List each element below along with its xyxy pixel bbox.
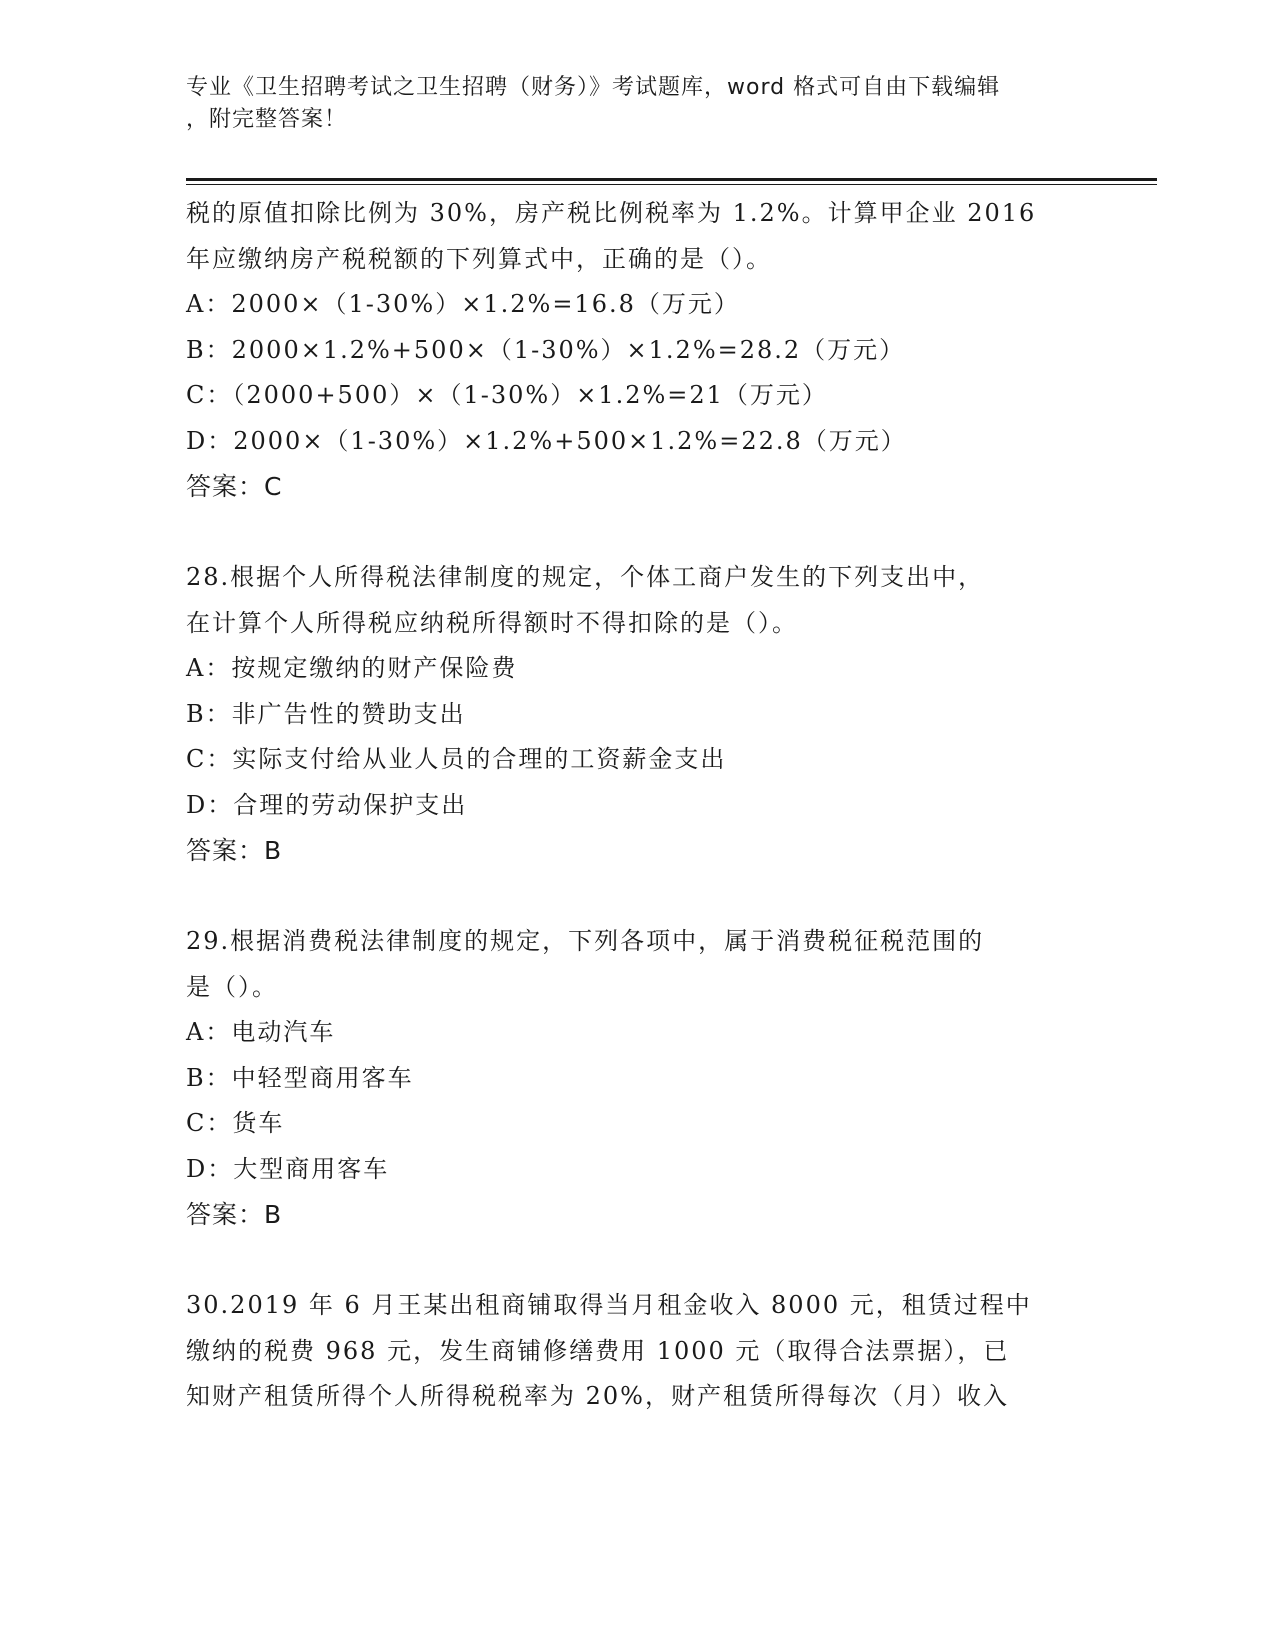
option-a: A：2000×（1-30%）×1.2%=16.8（万元） (186, 290, 740, 318)
option-b: B：中轻型商用客车 (186, 1063, 414, 1092)
spacer (186, 510, 1086, 556)
question-29 (186, 919, 1086, 1238)
answer-text: 答案：C (186, 472, 283, 501)
question-stem-line: 29.根据消费税法律制度的规定，下列各项中，属于消费税征税范围的 (186, 927, 985, 955)
header-divider-thick (186, 178, 1157, 181)
question-stem-line: 年应缴纳房产税税额的下列算式中，正确的是（）。 (186, 244, 772, 273)
option-d: D：2000×（1-30%）×1.2%+500×1.2%=22.8（万元） (186, 426, 907, 455)
question-stem-line: 知财产租赁所得个人所得税税率为 20%，财产租赁所得每次（月）收入 (186, 1382, 1009, 1410)
header-title-line-2: ，附完整答案！ (186, 107, 348, 132)
question-stem-line: 是（）。 (186, 972, 278, 1001)
spacer (186, 874, 1086, 920)
question-stem-line: 在计算个人所得税应纳税所得额时不得扣除的是（）。 (186, 608, 798, 637)
option-d: D：大型商用客车 (186, 1154, 390, 1183)
header-divider-thin (186, 184, 1157, 185)
option-a: A：电动汽车 (186, 1018, 336, 1046)
option-c: C：货车 (186, 1109, 285, 1137)
option-b: B：2000×1.2%+500×（1-30%）×1.2%=28.2（万元） (186, 335, 906, 364)
question-stem-line: 28.根据个人所得税法律制度的规定，个体工商户发生的下列支出中， (186, 563, 985, 591)
option-d: D：合理的劳动保护支出 (186, 790, 468, 819)
option-c: C：实际支付给从业人员的合理的工资薪金支出 (186, 745, 727, 773)
page-header (186, 72, 1086, 136)
spacer (186, 1238, 1086, 1284)
option-a: A：按规定缴纳的财产保险费 (186, 654, 518, 682)
option-c: C：（2000+500）×（1-30%）×1.2%=21（万元） (186, 381, 828, 409)
question-30 (186, 1283, 1086, 1420)
answer-text: 答案：B (186, 1200, 283, 1229)
question-27 (186, 191, 1086, 510)
question-stem-line: 税的原值扣除比例为 30%，房产税比例税率为 1.2%。计算甲企业 2016 (186, 199, 1037, 227)
question-body (186, 191, 1086, 1420)
option-b: B：非广告性的赞助支出 (186, 699, 466, 728)
header-title-line-1: 专业《卫生招聘考试之卫生招聘（财务）》考试题库，word 格式可自由下载编辑 (186, 75, 1001, 100)
answer-text: 答案：B (186, 836, 283, 865)
question-stem-line: 30.2019 年 6 月王某出租商铺取得当月租金收入 8000 元，租赁过程中 (186, 1291, 1032, 1319)
question-stem-line: 缴纳的税费 968 元，发生商铺修缮费用 1000 元（取得合法票据），已 (186, 1336, 1010, 1365)
question-28 (186, 555, 1086, 874)
